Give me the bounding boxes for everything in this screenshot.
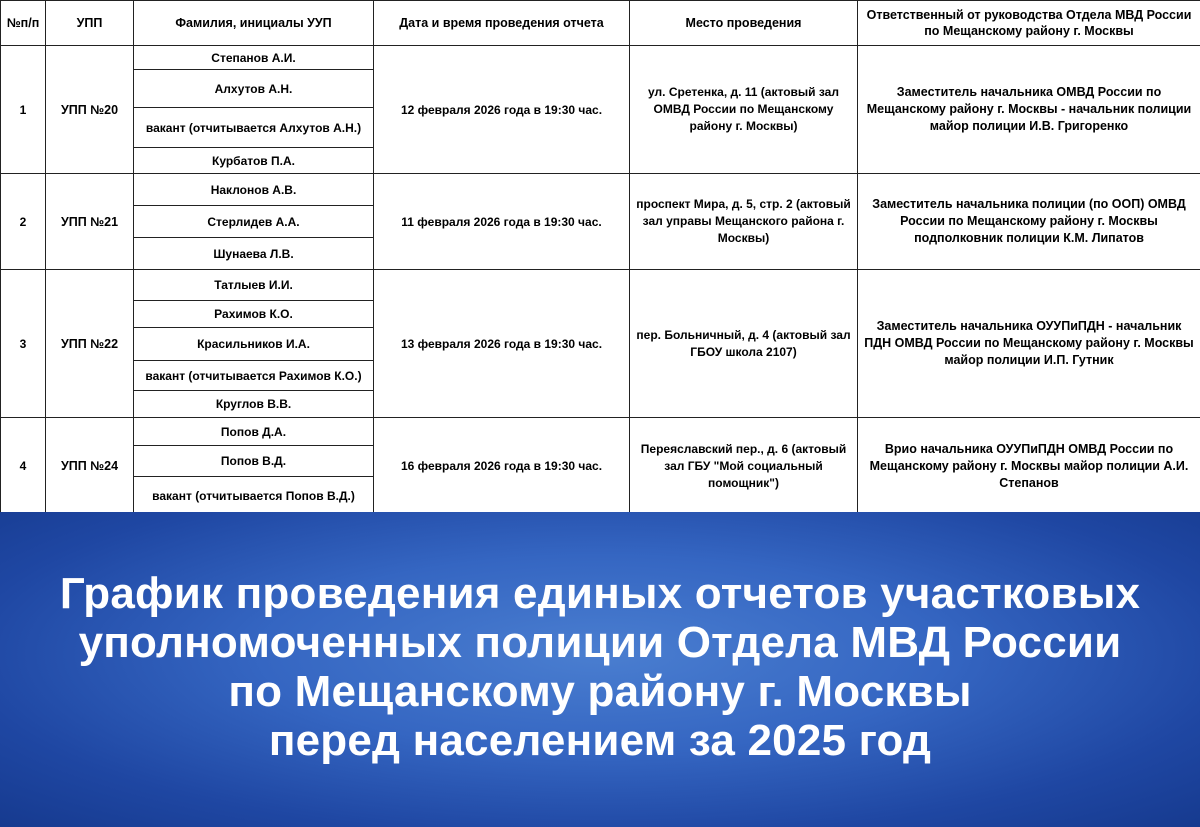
officer-name: Попов В.Д. — [134, 446, 374, 477]
report-place: Переяславский пер., д. 6 (актовый зал ГБУ "Мой социальный помощник") — [630, 418, 858, 515]
upp-name: УПП №22 — [46, 270, 134, 418]
officer-name: вакант (отчитывается Алхутов А.Н.) — [134, 108, 374, 148]
banner-title-line: перед населением за 2025 год — [268, 715, 932, 765]
header-place: Место проведения — [630, 1, 858, 46]
officer-name: Круглов В.В. — [134, 391, 374, 418]
officer-name: Шунаева Л.В. — [134, 238, 374, 270]
row-number: 3 — [1, 270, 46, 418]
banner-title-line: График проведения единых отчетов участковых — [59, 568, 1141, 618]
table-row — [1, 418, 1200, 446]
row-number: 1 — [1, 46, 46, 174]
banner-title — [60, 569, 1140, 765]
row-number: 2 — [1, 174, 46, 270]
header-num: №п/п — [1, 1, 46, 46]
title-banner — [0, 512, 1200, 827]
table-row — [1, 270, 1200, 301]
header-datetime: Дата и время проведения отчета — [374, 1, 630, 46]
header-upp: УПП — [46, 1, 134, 46]
table-row — [1, 46, 1200, 70]
banner-title-line: уполномоченных полиции Отдела МВД России — [78, 617, 1122, 667]
header-responsible: Ответственный от руководства Отдела МВД России по Мещанскому району г. Москвы — [858, 1, 1200, 46]
report-place: проспект Мира, д. 5, стр. 2 (актовый зал управы Мещанского района г. Москвы) — [630, 174, 858, 270]
responsible-person: Заместитель начальника ОУУПиПДН - начальник ПДН ОМВД России по Мещанскому району г. Москвы майор полиции И.П. Гутник — [858, 270, 1200, 418]
officer-name: Попов Д.А. — [134, 418, 374, 446]
officer-name: Красильников И.А. — [134, 328, 374, 361]
upp-name: УПП №21 — [46, 174, 134, 270]
report-datetime: 12 февраля 2026 года в 19:30 час. — [374, 46, 630, 174]
banner-title-line: по Мещанскому району г. Москвы — [228, 666, 972, 716]
officer-name: вакант (отчитывается Попов В.Д.) — [134, 477, 374, 515]
report-datetime: 11 февраля 2026 года в 19:30 час. — [374, 174, 630, 270]
report-place: ул. Сретенка, д. 11 (актовый зал ОМВД России по Мещанскому району г. Москвы) — [630, 46, 858, 174]
report-datetime: 16 февраля 2026 года в 19:30 час. — [374, 418, 630, 515]
officer-name: Стерлидев А.А. — [134, 206, 374, 238]
officer-name: Курбатов П.А. — [134, 148, 374, 174]
officer-name: Рахимов К.О. — [134, 301, 374, 328]
officer-name: Татлыев И.И. — [134, 270, 374, 301]
officer-name: Наклонов А.В. — [134, 174, 374, 206]
upp-name: УПП №20 — [46, 46, 134, 174]
header-row — [1, 1, 1200, 46]
officer-name: Степанов А.И. — [134, 46, 374, 70]
upp-name: УПП №24 — [46, 418, 134, 515]
header-names: Фамилия, инициалы УУП — [134, 1, 374, 46]
officer-name: Алхутов А.Н. — [134, 70, 374, 108]
responsible-person: Врио начальника ОУУПиПДН ОМВД России по Мещанскому району г. Москвы майор полиции А.И. Степанов — [858, 418, 1200, 515]
report-place: пер. Больничный, д. 4 (актовый зал ГБОУ школа 2107) — [630, 270, 858, 418]
responsible-person: Заместитель начальника ОМВД России по Мещанскому району г. Москвы - начальник полиции майор полиции И.В. Григоренко — [858, 46, 1200, 174]
officer-name: вакант (отчитывается Рахимов К.О.) — [134, 361, 374, 391]
row-number: 4 — [1, 418, 46, 515]
responsible-person: Заместитель начальника полиции (по ООП) ОМВД России по Мещанскому району г. Москвы подполковник полиции К.М. Липатов — [858, 174, 1200, 270]
table-row — [1, 174, 1200, 206]
report-datetime: 13 февраля 2026 года в 19:30 час. — [374, 270, 630, 418]
